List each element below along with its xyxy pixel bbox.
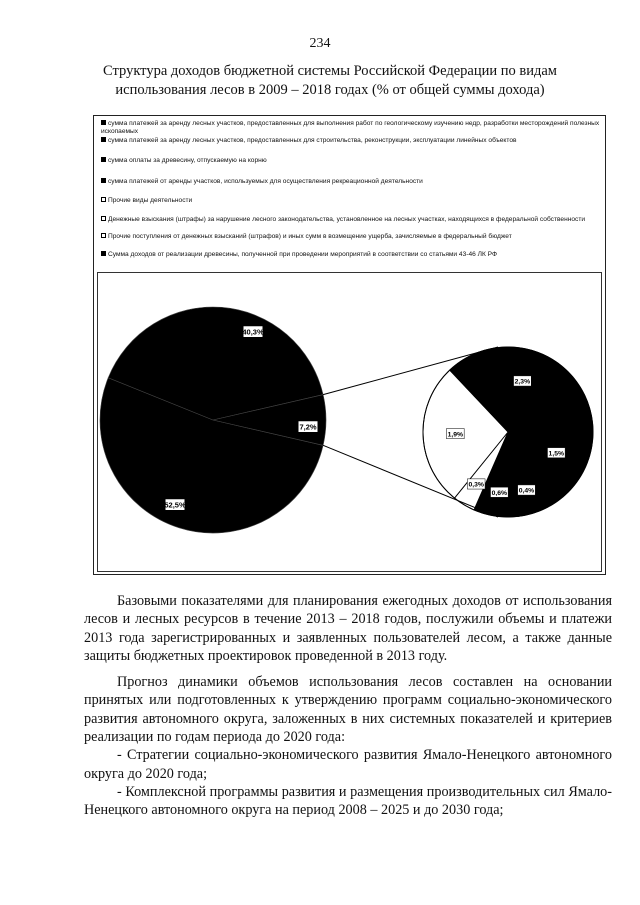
legend-label: Прочие виды деятельности [108,197,193,204]
page-number: 234 [309,36,331,51]
paragraph: - Комплексной программы развития и размещения производительных сил Ямало-Ненецкого автономного округа на период 2008 – 2025 и до 2030 года; [84,783,612,819]
data-label: 1,5% [548,450,565,458]
data-label: 2,3% [514,378,531,386]
legend-label: сумма платежей за аренду лесных участков, предоставленных для строительства, реконструкции, эксплуатации линейных объектов [108,137,517,144]
legend-label: сумма платежей от аренды участков, используемых для осуществления рекреационной деятельности [108,178,423,185]
legend-label: Сумма доходов от реализации древесины, полученной при проведении мероприятий в соответствии со статьями 43-46 ЛК РФ [108,251,497,258]
legend-label: сумма оплаты за древесину, отпускаемую на корню [108,157,267,164]
paragraph: Базовыми показателями для планирования ежегодных доходов от использования лесов и лесных ресурсов в течение 2013 – 2018 годов, послужили объемы и платежи 2013 года зарегистрированных и заявленных пользователей лесом, а также данные защиты бюджетных проектировок проведенной в 2013 году. [84,593,612,664]
legend-label: Прочие поступления от денежных взысканий (штрафов) и иных сумм в возмещение ущерба, зачисляемые в федеральный бюджет [108,233,512,240]
data-label: 0,4% [518,487,535,495]
legend-label: Денежные взыскания (штрафы) за нарушение лесного законодательства, установленное на лесных участках, находящихся в федеральной собственности [108,216,586,223]
title-line-1: Структура доходов бюджетной системы Российской Федерации по видам [103,63,557,79]
paragraph: Прогноз динамики объемов использования лесов составлен на основании принятых или подготовленных к утверждению программ социально-экономического развития автономного округа, заложенных в них системных показателей и критериев реализации по годам периода до 2020 года: [84,674,612,746]
data-label: 52,5% [164,500,186,510]
data-label: 1,9% [447,431,464,439]
body-text [84,592,612,820]
paragraph: - Стратегии социально-экономического развития Ямало-Ненецкого автономного округа до 2020 года; [84,747,612,782]
data-label: 40,3% [242,327,264,337]
title-line-2: использования лесов в 2009 – 2018 годах (% от общей суммы дохода) [115,82,545,98]
data-label: 0,6% [491,489,508,497]
legend-label: сумма платежей за аренду лесных участков, предоставленных для выполнения работ по геологическому изучению недр, разработки месторождений полезных ископаемых [101,120,600,135]
data-label: 0,3% [468,481,484,489]
data-label: 7,2% [299,422,317,432]
